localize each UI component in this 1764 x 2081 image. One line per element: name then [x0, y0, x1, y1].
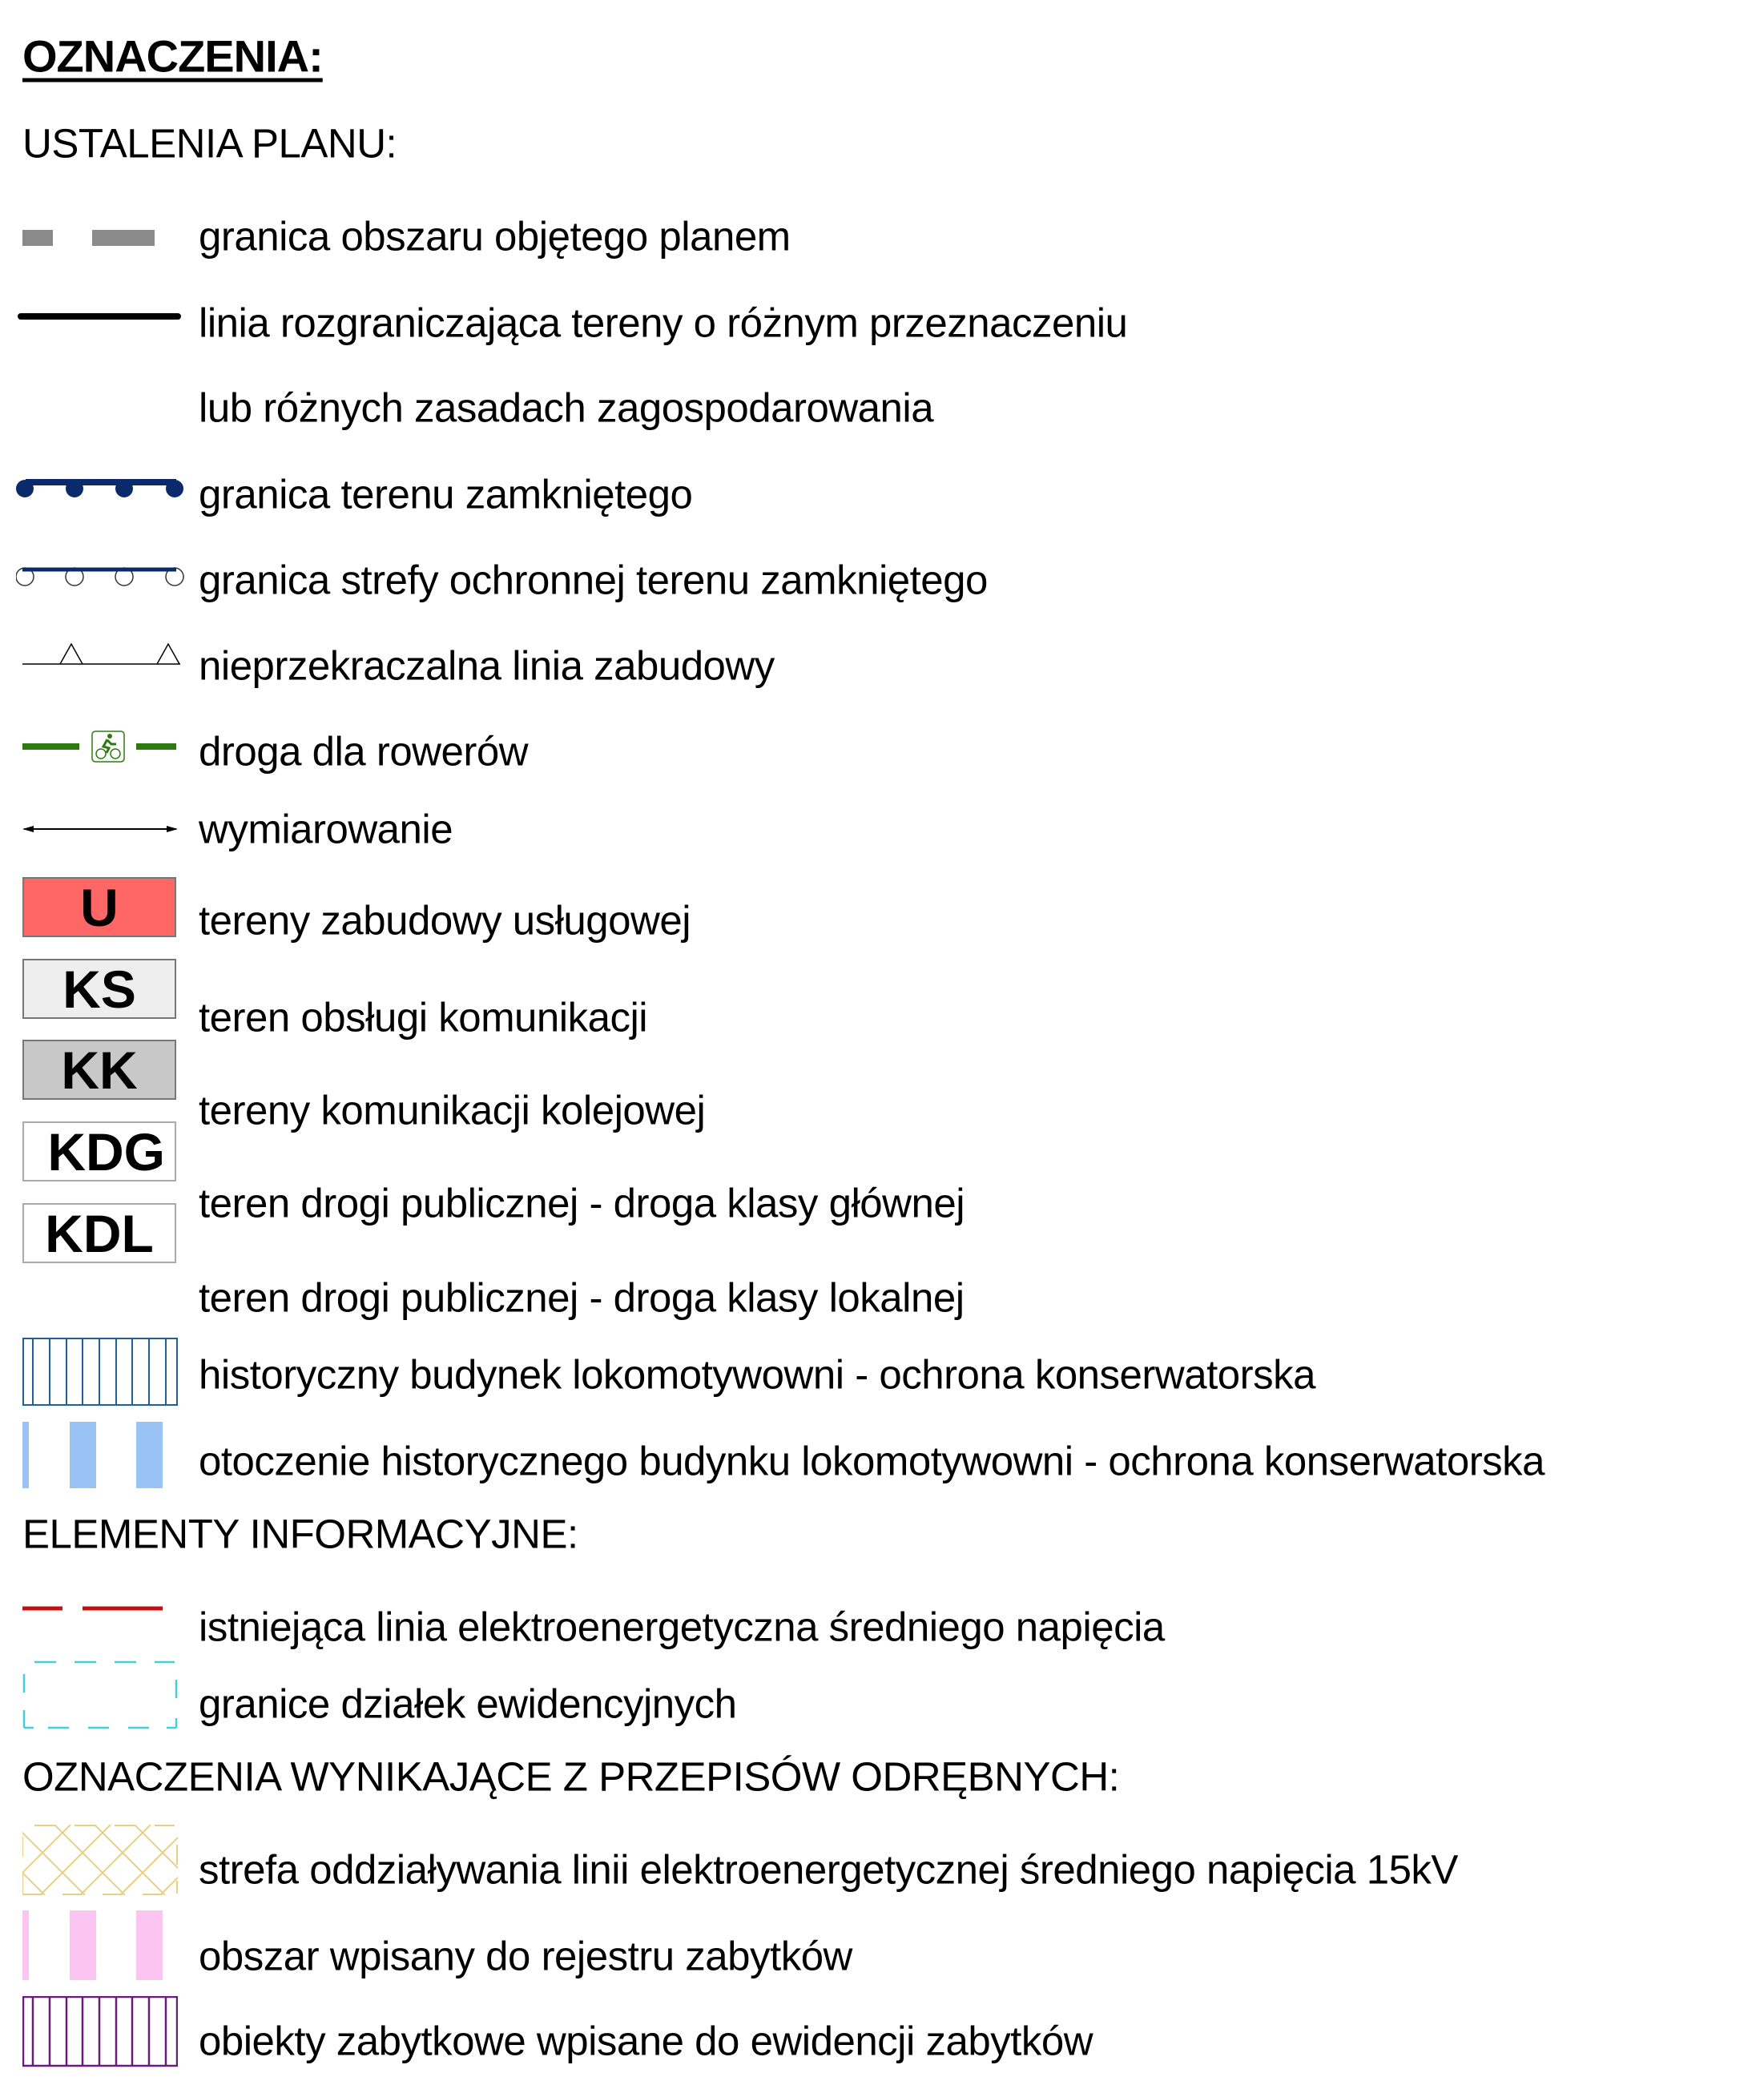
dimension-arrow-symbol [16, 817, 184, 841]
legend-label-kk: tereny komunikacji kolejowej [199, 1087, 706, 1133]
legend-label-closed-area: granica terenu zamkniętego [199, 471, 693, 517]
legend-label-closed-zone: granica strefy ochronnej terenu zamkniętego [199, 557, 988, 603]
closed-area-boundary-symbol [16, 473, 184, 505]
zone-code-kdl-text: KDL [45, 1203, 154, 1263]
legend-title: OZNACZENIA: [22, 30, 323, 82]
building-line-symbol [16, 638, 184, 670]
parcel-boundary-symbol [22, 1654, 178, 1730]
section-plan-heading: USTALENIA PLANU: [22, 120, 397, 167]
zone-code-kdg-text: KDG [47, 1121, 165, 1181]
legend-label-bike-path: droga dla rowerów [199, 728, 529, 775]
heritage-register-stripes-symbol [22, 1910, 178, 1982]
bicycle-icon [92, 731, 124, 762]
legend-label-heritage-register: obszar wpisany do rejestru zabytków [199, 1933, 852, 1979]
zone-code-u [22, 877, 176, 937]
historic-building-hatch-symbol [22, 1338, 178, 1410]
boundary-dashed-symbol [16, 220, 184, 252]
legend-label-historic-surround: otoczenie historycznego budynku lokomotywowni - ochrona konserwatorska [199, 1438, 1545, 1484]
legend-label-demarcation-cont: lub różnych zasadach zagospodarowania [199, 384, 934, 431]
demarcation-line-symbol [16, 307, 184, 339]
section-info-heading: ELEMENTY INFORMACYJNE: [22, 1511, 578, 1557]
historic-surround-stripes-symbol [22, 1422, 178, 1490]
legend-label-u: tereny zabudowy usługowej [199, 897, 691, 944]
closed-zone-boundary-symbol [16, 561, 184, 593]
legend-label-kdl: teren drogi publicznej - droga klasy lokalnej [199, 1274, 965, 1321]
power-zone-crosshatch-symbol [22, 1825, 178, 1897]
bike-path-symbol [16, 727, 184, 767]
zone-code-u-text: U [80, 877, 119, 937]
legend-label-building-line: nieprzekraczalna linia zabudowy [199, 642, 775, 689]
zone-code-kdl [22, 1203, 176, 1263]
legend-label-boundary: granica obszaru objętego planem [199, 213, 791, 260]
legend-label-parcels: granice działek ewidencyjnych [199, 1680, 737, 1727]
zone-code-ks-text: KS [62, 959, 136, 1019]
zone-code-ks [22, 959, 176, 1019]
legend-label-power-line: istniejąca linia elektroenergetyczna średniego napięcia [199, 1604, 1165, 1650]
zone-code-kdg [22, 1121, 176, 1181]
legend-label-historic-building: historyczny budynek lokomotywowni - ochrona konserwatorska [199, 1351, 1315, 1398]
legend-label-kdg: teren drogi publicznej - droga klasy głównej [199, 1180, 965, 1226]
heritage-objects-hatch-symbol [22, 1996, 178, 2068]
legend-label-demarcation: linia rozgraniczająca tereny o różnym przeznaczeniu [199, 300, 1128, 346]
power-line-dashed-symbol [22, 1602, 178, 1626]
legend-label-heritage-objects: obiekty zabytkowe wpisane do ewidencji zabytków [199, 2018, 1093, 2064]
legend-label-ks: teren obsługi komunikacji [199, 994, 648, 1040]
legend-label-power-zone: strefa oddziaływania linii elektroenergetycznej średniego napięcia 15kV [199, 1846, 1458, 1893]
zone-code-kk-text: KK [61, 1040, 138, 1100]
zone-code-kk [22, 1040, 176, 1100]
section-other-heading: OZNACZENIA WYNIKAJĄCE Z PRZEPISÓW ODRĘBNYCH: [22, 1753, 1120, 1800]
legend-label-dimension: wymiarowanie [199, 806, 453, 852]
